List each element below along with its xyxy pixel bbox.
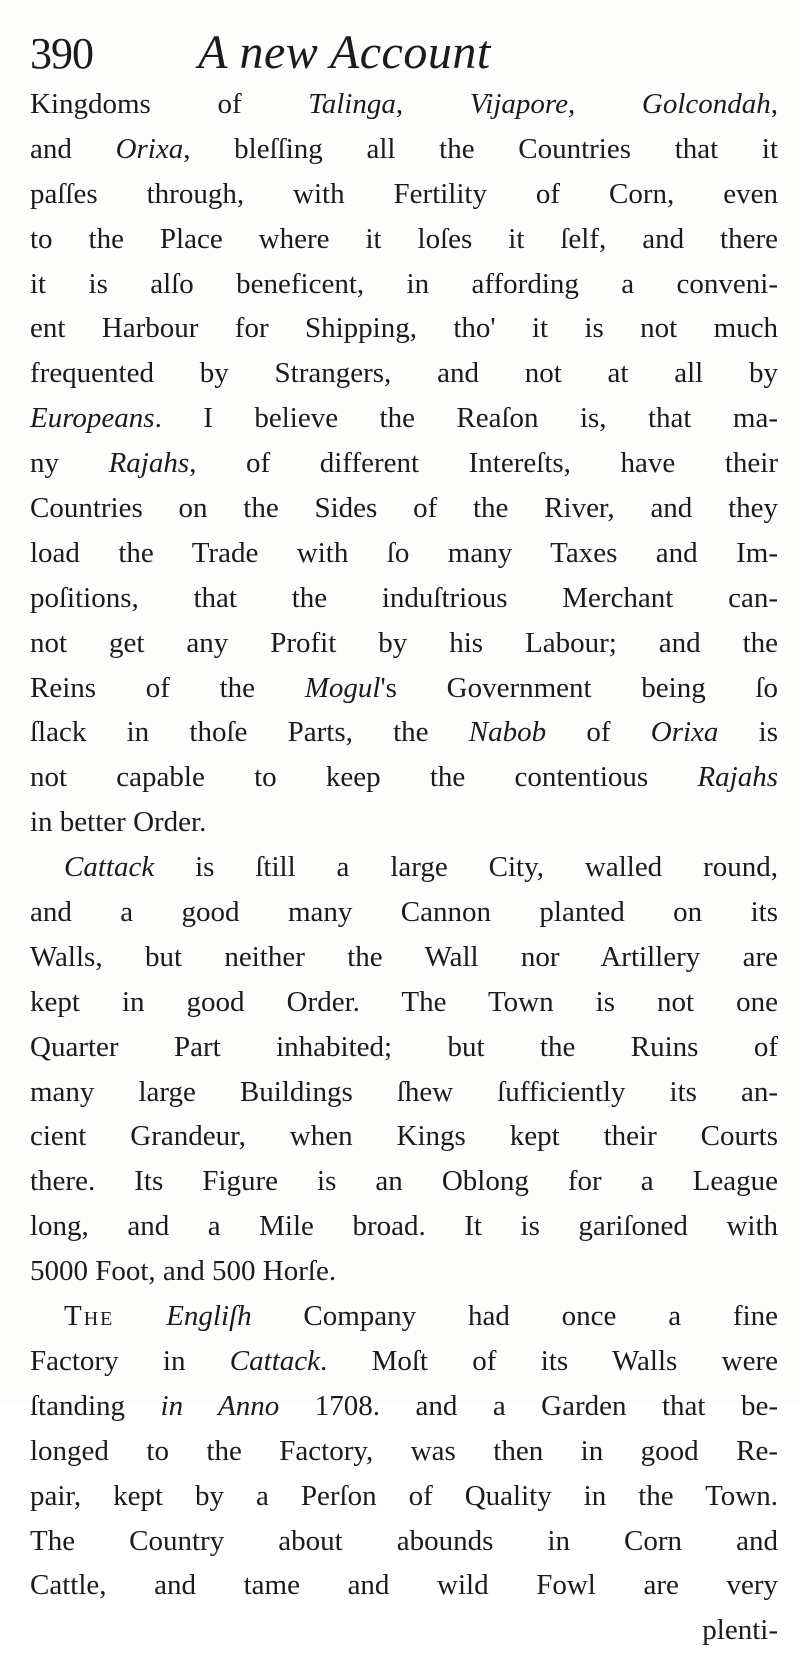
text-run: in better Order. xyxy=(30,806,207,839)
text-run: pair, kept by a Perſon of Quality in the Town. xyxy=(30,1479,778,1512)
text-line xyxy=(30,1204,778,1249)
text-run: it is alſo beneficent, in affording a conveni- xyxy=(30,267,778,300)
italic-text: Mogul xyxy=(304,671,381,704)
text-line xyxy=(30,262,778,307)
text-line xyxy=(30,486,778,531)
italic-text: Cattack xyxy=(64,851,155,884)
text-line xyxy=(30,1294,778,1339)
text-run: Cattle, and tame and wild Fowl are very xyxy=(30,1569,778,1602)
text-line xyxy=(30,441,778,486)
body-text xyxy=(30,82,778,1653)
text-run: long, and a Mile broad. It is gariſoned with xyxy=(30,1210,778,1243)
italic-text: Rajahs xyxy=(697,761,778,794)
text-run: . I believe the Reaſon is, that ma- xyxy=(154,402,778,435)
text-line xyxy=(30,531,778,576)
text-run: ent Harbour for Shipping, tho' it is not much xyxy=(30,312,778,345)
italic-text: Orixa xyxy=(650,716,719,749)
text-line xyxy=(30,217,778,262)
running-title: A new Account xyxy=(198,26,491,79)
text-line xyxy=(30,1474,778,1519)
text-run: 's Government being ſo xyxy=(380,671,778,704)
text-line xyxy=(30,621,778,666)
text-line xyxy=(30,1519,778,1564)
text-run: there. Its Figure is an Oblong for a League xyxy=(30,1165,778,1198)
text-run: load the Trade with ſo many Taxes and Im- xyxy=(30,536,778,569)
text-line xyxy=(30,172,778,217)
text-line xyxy=(30,1025,778,1070)
text-run: The xyxy=(64,1300,115,1333)
text-line xyxy=(30,1429,778,1474)
italic-text: in Anno xyxy=(160,1389,280,1422)
text-line xyxy=(30,82,778,127)
text-line xyxy=(30,1339,778,1384)
text-run: , xyxy=(568,88,642,120)
text-line xyxy=(30,1608,778,1653)
text-run: of xyxy=(546,716,651,749)
page-number: 390 xyxy=(30,29,93,78)
text-run: , bleſſing all the Countries that it xyxy=(183,132,778,165)
italic-text: Cattack xyxy=(229,1344,320,1377)
text-run: is xyxy=(718,716,778,749)
text-run: ſtanding xyxy=(30,1389,161,1422)
text-run: not get any Profit by his Labour; and the xyxy=(30,626,778,659)
text-run: and a good many Cannon planted on its xyxy=(30,896,778,929)
text-line xyxy=(30,1384,778,1429)
text-run: ſlack in thoſe Parts, the xyxy=(30,716,469,749)
text-run: poſitions, that the induſtrious Merchant can- xyxy=(30,581,778,614)
text-run: kept in good Order. The Town is not one xyxy=(30,985,778,1018)
text-line xyxy=(30,935,778,980)
text-run: not capable to keep the contentious xyxy=(30,761,698,794)
text-line xyxy=(30,666,778,711)
text-line xyxy=(30,980,778,1025)
text-line xyxy=(30,576,778,621)
text-line xyxy=(30,127,778,172)
text-line xyxy=(30,755,778,800)
italic-text: Golcondah xyxy=(641,88,771,120)
text-line xyxy=(30,1159,778,1204)
text-line xyxy=(30,1249,778,1294)
text-run: , of different Intereſts, have their xyxy=(189,447,778,480)
text-run: 5000 Foot, and 500 Horſe. xyxy=(30,1255,337,1288)
italic-text: Vijapore xyxy=(469,88,569,120)
text-line xyxy=(30,890,778,935)
text-line xyxy=(30,306,778,351)
text-line xyxy=(30,800,778,845)
text-run: Quarter Part inhabited; but the Ruins of xyxy=(30,1030,778,1063)
text-run: Countries on the Sides of the River, and they xyxy=(30,492,778,525)
italic-text: Rajahs xyxy=(108,447,190,480)
text-line xyxy=(30,710,778,755)
text-run: Kingdoms of xyxy=(30,88,309,120)
text-run: ny xyxy=(30,447,109,480)
text-line xyxy=(30,351,778,396)
text-run: The Country about abounds in Corn and xyxy=(30,1524,778,1557)
text-line xyxy=(30,845,778,890)
text-run: Factory in xyxy=(30,1344,230,1377)
text-run xyxy=(114,1300,166,1332)
text-run: Walls, but neither the Wall nor Artillery are xyxy=(30,940,778,973)
text-run: frequented by Strangers, and not at all by xyxy=(30,357,778,390)
text-run: Reins of the xyxy=(30,671,305,704)
text-run: to the Place where it loſes it ſelf, and there xyxy=(30,222,778,255)
text-run: cient Grandeur, when Kings kept their Courts xyxy=(30,1120,778,1153)
italic-text: Orixa xyxy=(115,132,184,165)
text-run: paſſes through, with Fertility of Corn, even xyxy=(30,177,778,210)
text-run: Company had once a fine xyxy=(251,1300,779,1333)
text-line xyxy=(30,1563,778,1608)
running-head xyxy=(30,22,770,82)
italic-text: Europeans xyxy=(30,402,155,435)
text-line xyxy=(30,1070,778,1115)
text-run: is ſtill a large City, walled round, xyxy=(154,851,778,884)
text-run: , xyxy=(770,88,779,120)
italic-text: Engliſh xyxy=(166,1300,252,1333)
text-run: . Moſt of its Walls were xyxy=(320,1344,778,1377)
text-run: , xyxy=(395,88,470,120)
text-run: 1708. and a Garden that be- xyxy=(279,1389,778,1422)
text-run: many large Buildings ſhew ſufficiently its an- xyxy=(30,1075,778,1108)
text-run: and xyxy=(30,132,116,165)
text-run: plenti- xyxy=(702,1614,778,1647)
text-line xyxy=(30,396,778,441)
italic-text: Talinga xyxy=(308,88,396,120)
text-run: longed to the Factory, was then in good Re- xyxy=(30,1434,778,1467)
text-line xyxy=(30,1114,778,1159)
italic-text: Nabob xyxy=(468,716,547,749)
